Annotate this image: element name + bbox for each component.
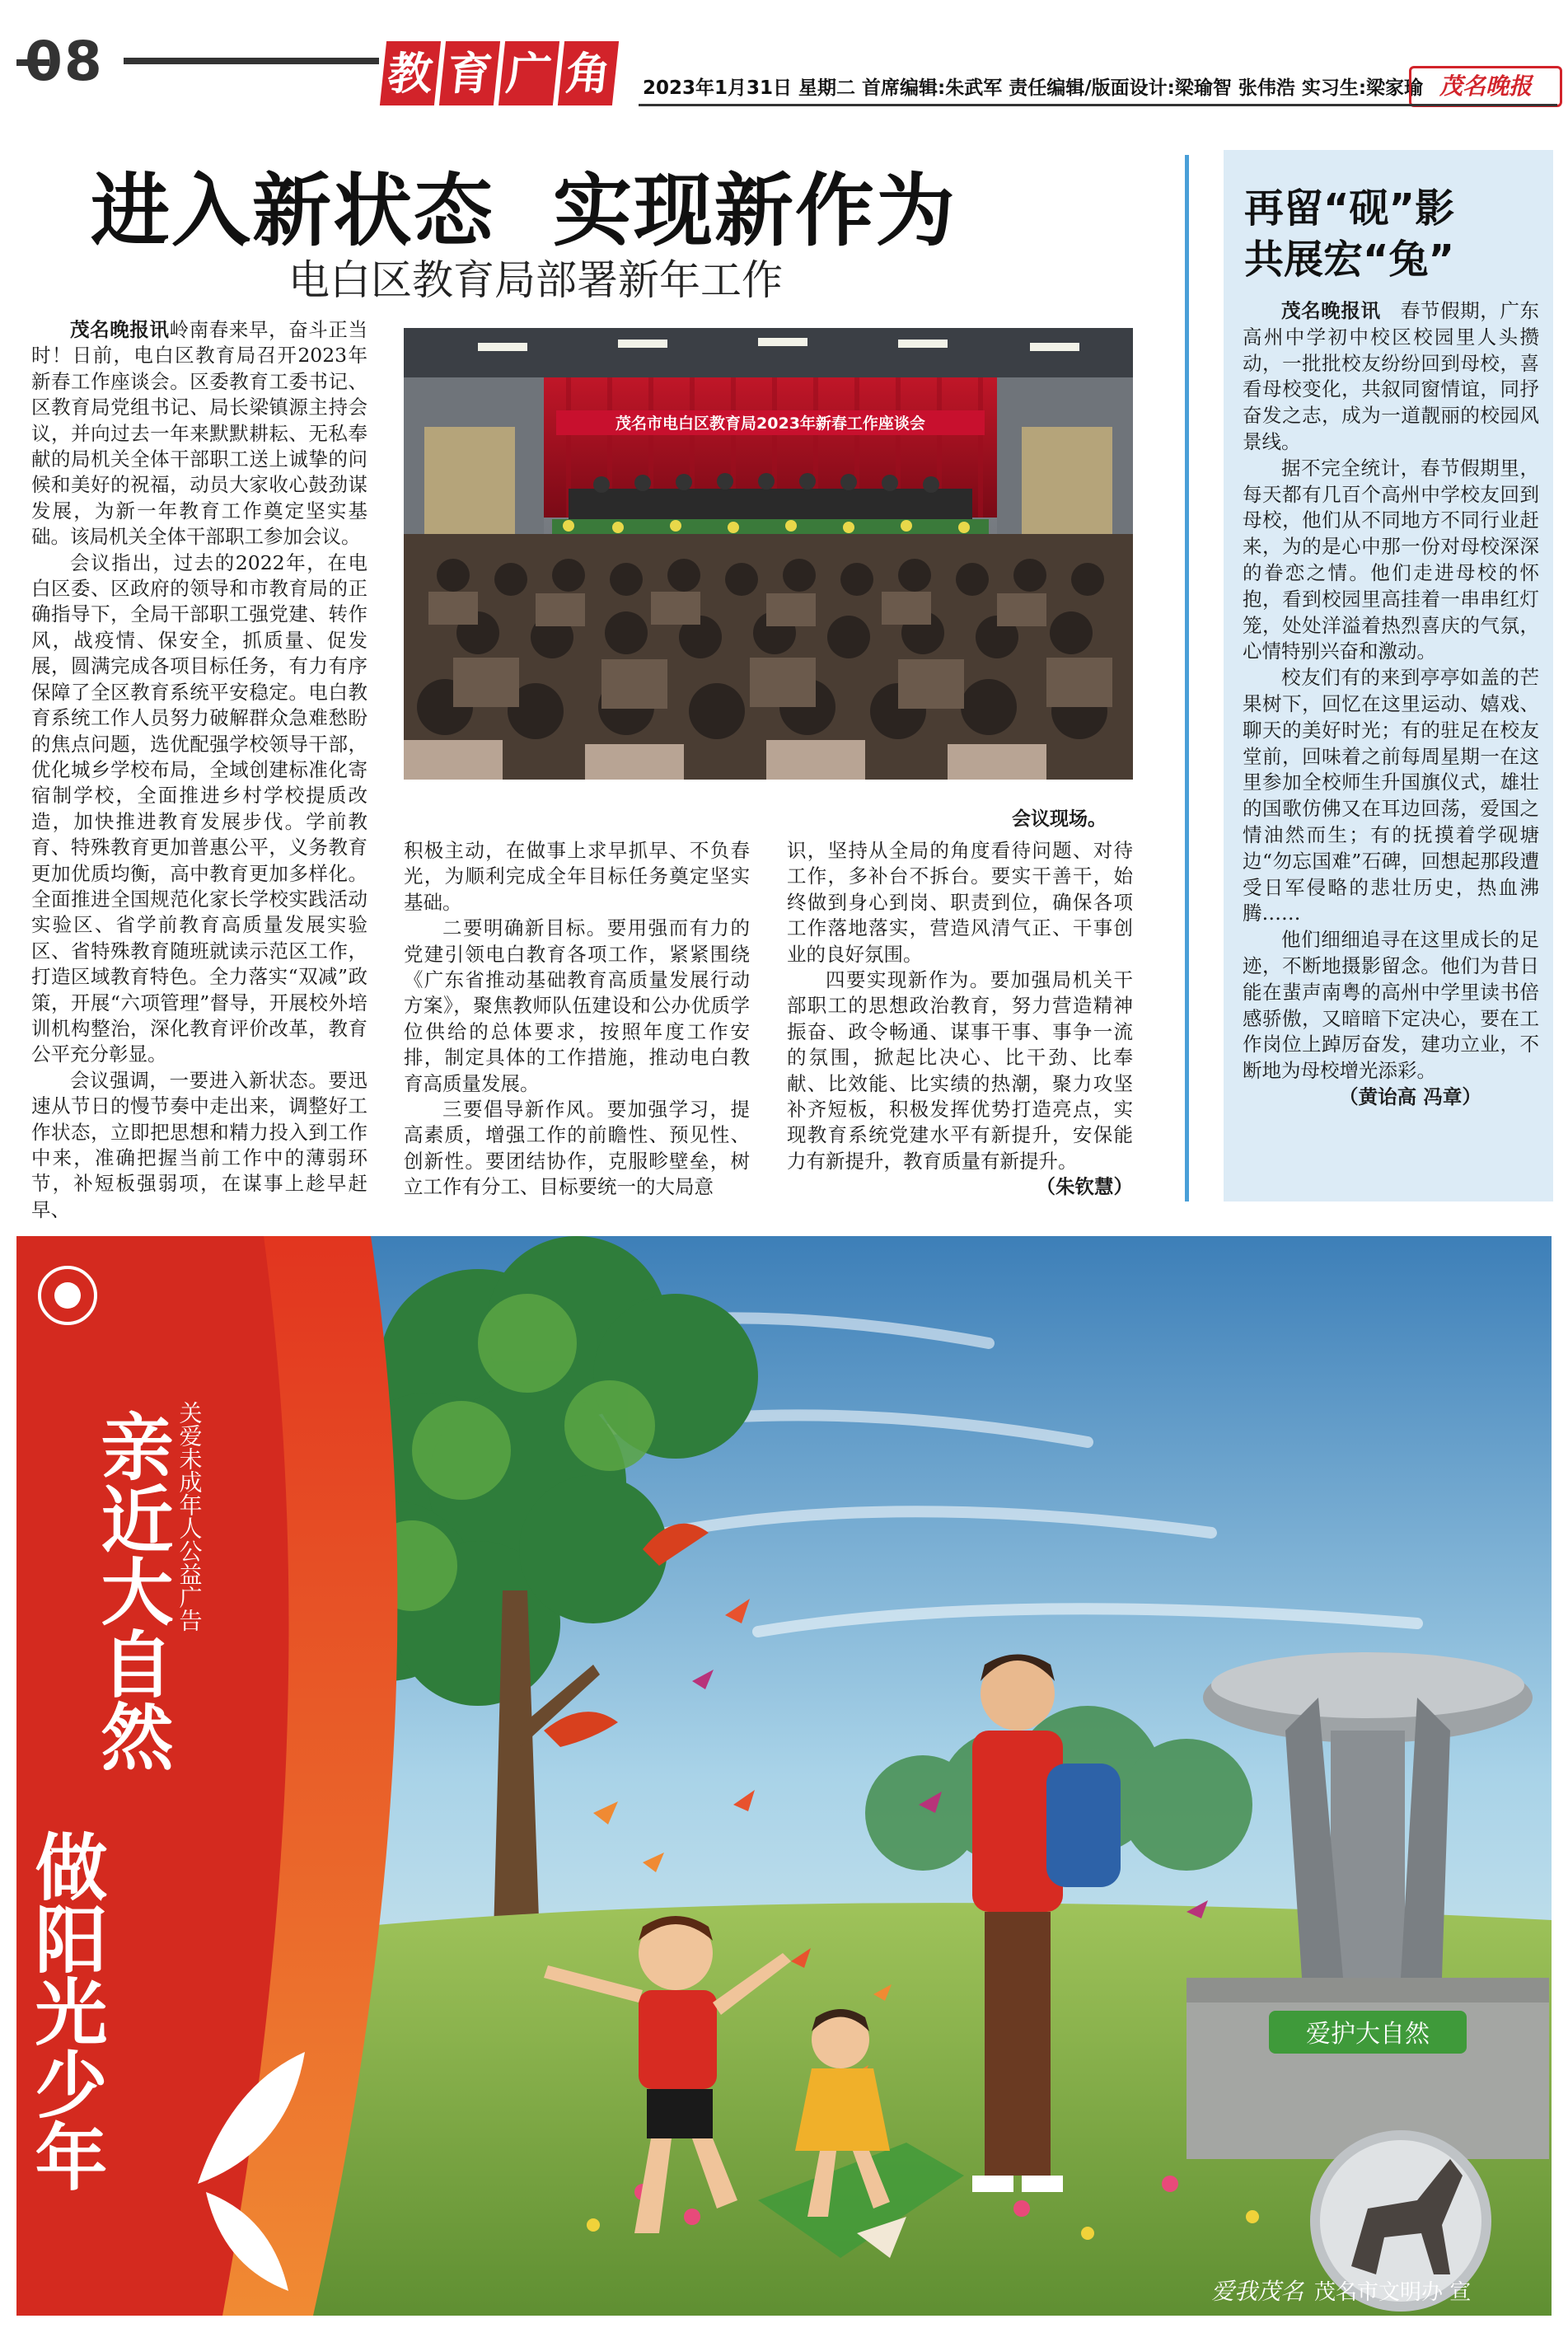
- article-column-2: [404, 838, 750, 1201]
- sidebar-dateline: 茂名晚报讯: [1281, 299, 1381, 322]
- sidebar-title-line: 共展宏“兔”: [1244, 237, 1455, 283]
- section-name: [383, 41, 615, 110]
- sidebar-paragraph: 校友们有的来到亭亭如盖的芒果树下，回忆在这里运动、嬉戏、聊天的美好时光；有的驻足在校友堂前，回味着之前每周星期一在这里参加全校师生升国旗仪式，雄壮的国歌仿佛又在耳边回荡，爱国之情油然而生；有的抚摸着学砚塘边“勿忘国难”石碑，回想起那段遭受日军侵略的悲壮历史，热血沸腾……: [1243, 666, 1539, 925]
- article-paragraph: 积极主动，在做事上求早抓早、不负春光，为顺利完成全年目标任务奠定坚实基础。: [404, 839, 750, 914]
- article-dateline: 茂名晚报讯: [70, 318, 170, 341]
- section-char: 广: [498, 41, 559, 105]
- meeting-photo-illustration: [404, 328, 1133, 780]
- poster-slogan: 做阳光少年: [23, 1829, 109, 2192]
- article-column-1: [31, 317, 367, 1223]
- sidebar-paragraph: 春节假期，广东高州中学初中校区校园里人头攒动，一批批校友纷纷回到母校，喜看母校变化，共叙同窗情谊，同抒奋发之志，成为一道靓丽的校园风景线。: [1243, 299, 1539, 453]
- sidebar-body: [1243, 298, 1539, 1111]
- article-paragraph: 岭南春来早，奋斗正当时！日前，电白区教育局召开2023年新春工作座谈会。区委教育工委书记、区教育局党组书记、局长梁镇源主持会议，并向过去一年来默默耕耘、无私奉献的局机关全体干部职工送上诚挚的问候和美好的祝福，动员大家收心鼓劲谋发展，为新一年教育工作奠定坚实基础。该局机关全体干部职工参加会议。: [31, 318, 368, 549]
- article-paragraph: 会议指出，过去的2022年，在电白区委、区政府的领导和市教育局的正确指导下，全局干部职工强党建、转作风，战疫情、保安全，抓质量、促发展，圆满完成各项目标任务，有力有序保障了全区教育系统平安稳定。电白教育系统工作人员努力破解群众急难愁盼的焦点问题，选优配强学校领导干部，优化城乡学校布局，全域创建标准化寄宿制学校，全面推进乡村学校提质改造，加快推进教育发展步伐。学前教育、特殊教育更加普惠公平，义务教育更加优质均衡，高中教育更加多样化。全面推进全国规范化家长学校实践活动实验区、省学前教育高质量发展实验区、省特殊教育随班就读示范区工作，打造区域教育特色。全力落实“双减”政策，开展“六项管理”督导，开展校外培训机构整治，深化教育评价改革，教育公平充分彰显。: [31, 550, 367, 1066]
- sidebar-paragraph: 他们细细追寻在这里成长的足迹，不断地摄影留念。他们为昔日能在蜚声南粤的高州中学里读书倍感骄傲，又暗暗下定决心，要在工作岗位上踔厉奋发，建功立业，不断地为母校增光添彩。: [1243, 928, 1539, 1083]
- section-char: 角: [558, 41, 619, 105]
- masthead-logo: 茂名晚报: [1409, 66, 1562, 107]
- sidebar-paragraph: 据不完全统计，春节假期里，每天都有几百个高州中学校友回到母校，他们从不同地方不同行业赶来，为的是心中那一份对母校深深的眷恋之情。他们走进母校的怀抱，看到校园里高挂着一串串红灯笼，处处洋溢着热烈喜庆的气氛，心情特别兴奋和激动。: [1243, 456, 1539, 663]
- section-char: 教: [380, 41, 441, 105]
- public-service-poster: [16, 1236, 1552, 2316]
- header-rule-thin: [639, 104, 1557, 106]
- article-column-3: [787, 838, 1133, 1201]
- header-rule: [124, 58, 379, 64]
- article-paragraph: 会议强调，一要进入新状态。要迅速从节日的慢节奏中走出来，调整好工作状态，立即把思想和精力投入到工作中来，准确把握当前工作中的薄弱环节，补短板强弱项，在谋事上趁早赶早、: [31, 1068, 367, 1221]
- article-subtitle: 电白区教育局部署新年工作: [288, 256, 783, 304]
- header-meta: 2023年1月31日 星期二 首席编辑:朱武军 责任编辑/版面设计:梁瑜智 张伟浩 实习生:梁家瑜: [643, 77, 1424, 99]
- poster-vertical-subtitle: 关爱未成年人公益广告: [176, 1401, 204, 1632]
- meeting-photo: [404, 328, 1133, 780]
- sidebar-title-line: 再留“砚”影: [1244, 185, 1455, 232]
- page-number: 08: [25, 30, 104, 93]
- photo-banner-text: 茂名市电白区教育局2023年新春工作座谈会: [615, 415, 925, 433]
- poster-sign-text: 爱护大自然: [1306, 2020, 1430, 2049]
- sidebar-rule: [1185, 155, 1189, 1201]
- article-paragraph: 三要倡导新作风。要加强学习，提高素质，增强工作的前瞻性、预见性、创新性。要团结协作，克服畛壁垒，树立工作有分工、目标要统一的大局意: [404, 1098, 750, 1199]
- sidebar-title: [1244, 183, 1454, 285]
- article-byline: （朱钦慧）: [1036, 1175, 1133, 1199]
- photo-caption: 会议现场。: [1012, 808, 1107, 830]
- sidebar-byline: （黄诒高 冯章）: [1339, 1084, 1481, 1108]
- section-char: 育: [439, 41, 500, 105]
- article-title: 进入新状态 实现新作为: [91, 165, 957, 257]
- poster-illustration: [16, 1236, 1552, 2316]
- article-paragraph: 四要实现新作为。要加强局机关干部职工的思想政治教育，努力营造精神振奋、政令畅通、谋事干事、事争一流的氛围，掀起比决心、比干劲、比奉献、比效能、比实绩的热潮，聚力攻坚补齐短板，积极发挥优势打造亮点，实现教育系统党建水平有新提升，安保能力有新提升，教育质量有新提升。: [787, 968, 1133, 1173]
- poster-slogan: 亲近大自然: [89, 1409, 175, 1772]
- poster-bottom-logo: 爱我茂名: [1211, 2278, 1304, 2305]
- poster-issuer: 茂名市文明办 宣: [1314, 2280, 1472, 2305]
- article-paragraph: 识，坚持从全局的角度看待问题、对待工作，多补台不拆台。要实干善干，始终做到身心到岗、职责到位，确保各项工作落地落实，营造风清气正、干事创业的良好氛围。: [787, 839, 1133, 966]
- article-paragraph: 二要明确新目标。要用强而有力的党建引领电白教育各项工作，紧紧围绕《广东省推动基础教育高质量发展行动方案》，聚焦教师队伍建设和公办优质学位供给的总体要求，按照年度工作安排，制定具体的工作措施，推动电白教育高质量发展。: [404, 916, 750, 1095]
